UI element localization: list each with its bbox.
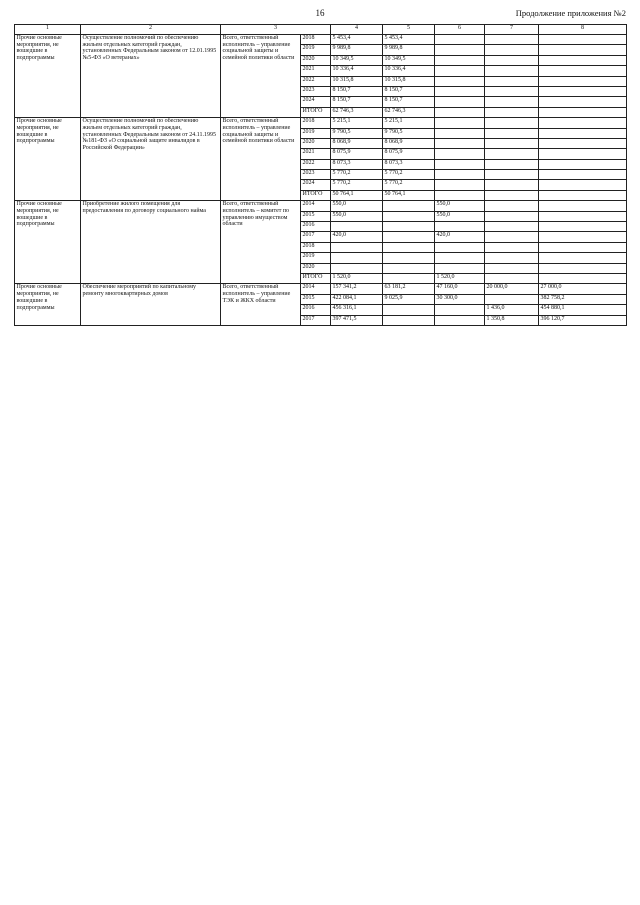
regional-budget-cell: 1 520,0 — [435, 273, 485, 283]
federal-budget-cell: 10 315,8 — [383, 76, 435, 86]
local-budget-cell: 20 000,0 — [485, 284, 539, 294]
federal-budget-cell: 10 349,5 — [383, 55, 435, 65]
other-sources-cell — [539, 159, 627, 169]
executor-cell: Всего, ответственный исполнитель – комитет по управлению имуществом области — [221, 201, 301, 284]
column-header: 6 — [435, 25, 485, 35]
other-sources-cell — [539, 138, 627, 148]
regional-budget-cell: 420,0 — [435, 232, 485, 242]
other-sources-cell — [539, 86, 627, 96]
regional-budget-cell — [435, 35, 485, 45]
total-value-cell: 62 746,3 — [331, 107, 383, 117]
local-budget-cell — [485, 222, 539, 232]
federal-budget-cell — [383, 222, 435, 232]
year-cell: 2017 — [301, 232, 331, 242]
year-cell: 2014 — [301, 201, 331, 211]
regional-budget-cell — [435, 128, 485, 138]
total-value-cell — [331, 242, 383, 252]
year-cell: 2019 — [301, 253, 331, 263]
regional-budget-cell — [435, 190, 485, 200]
other-sources-cell — [539, 35, 627, 45]
other-sources-cell: 454 880,1 — [539, 305, 627, 315]
year-cell: 2022 — [301, 159, 331, 169]
total-value-cell: 10 315,8 — [331, 76, 383, 86]
federal-budget-cell: 8 150,7 — [383, 86, 435, 96]
federal-budget-cell: 5 770,2 — [383, 170, 435, 180]
local-budget-cell — [485, 138, 539, 148]
year-cell: 2018 — [301, 118, 331, 128]
local-budget-cell — [485, 211, 539, 221]
column-header: 8 — [539, 25, 627, 35]
local-budget-cell — [485, 97, 539, 107]
program-table — [14, 24, 627, 326]
measure-category-cell: Прочие основные мероприятия, не вошедшие в подпрограммы — [15, 201, 81, 284]
total-value-cell: 8 075,9 — [331, 149, 383, 159]
regional-budget-cell — [435, 315, 485, 325]
measure-category-cell: Прочие основные мероприятия, не вошедшие в подпрограммы — [15, 118, 81, 201]
other-sources-cell — [539, 107, 627, 117]
federal-budget-cell: 8 068,9 — [383, 138, 435, 148]
local-budget-cell — [485, 76, 539, 86]
year-cell: 2020 — [301, 138, 331, 148]
year-cell: 2021 — [301, 66, 331, 76]
other-sources-cell — [539, 242, 627, 252]
local-budget-cell — [485, 45, 539, 55]
year-cell: 2024 — [301, 180, 331, 190]
measure-name-cell: Приобретение жилого помещения для предоставления по договору социального найма — [81, 201, 221, 284]
local-budget-cell — [485, 273, 539, 283]
year-cell: 2018 — [301, 242, 331, 252]
other-sources-cell: 396 120,7 — [539, 315, 627, 325]
regional-budget-cell — [435, 138, 485, 148]
executor-cell: Всего, ответственный исполнитель – управление социальной защиты и семейной политики области — [221, 118, 301, 201]
total-value-cell: 550,0 — [331, 201, 383, 211]
local-budget-cell — [485, 180, 539, 190]
other-sources-cell — [539, 190, 627, 200]
local-budget-cell — [485, 159, 539, 169]
total-value-cell: 456 316,1 — [331, 305, 383, 315]
federal-budget-cell — [383, 315, 435, 325]
federal-budget-cell — [383, 273, 435, 283]
total-value-cell — [331, 253, 383, 263]
local-budget-cell — [485, 253, 539, 263]
regional-budget-cell — [435, 242, 485, 252]
total-value-cell: 50 764,1 — [331, 190, 383, 200]
federal-budget-cell — [383, 232, 435, 242]
column-header: 7 — [485, 25, 539, 35]
table-row — [15, 118, 627, 128]
total-value-cell: 8 068,9 — [331, 138, 383, 148]
regional-budget-cell — [435, 305, 485, 315]
table-row — [15, 284, 627, 294]
total-value-cell: 1 520,0 — [331, 273, 383, 283]
regional-budget-cell — [435, 97, 485, 107]
local-budget-cell — [485, 66, 539, 76]
other-sources-cell — [539, 149, 627, 159]
regional-budget-cell: 47 160,0 — [435, 284, 485, 294]
year-cell: 2016 — [301, 222, 331, 232]
other-sources-cell — [539, 76, 627, 86]
local-budget-cell — [485, 35, 539, 45]
total-value-cell — [331, 222, 383, 232]
other-sources-cell — [539, 97, 627, 107]
continuation-label: Продолжение приложения №2 — [515, 8, 626, 18]
federal-budget-cell — [383, 201, 435, 211]
column-header: 2 — [81, 25, 221, 35]
table-row — [15, 201, 627, 211]
year-cell: ИТОГО — [301, 107, 331, 117]
year-cell: 2020 — [301, 263, 331, 273]
other-sources-cell — [539, 66, 627, 76]
other-sources-cell — [539, 211, 627, 221]
other-sources-cell — [539, 118, 627, 128]
column-header: 4 — [331, 25, 383, 35]
federal-budget-cell: 5 215,1 — [383, 118, 435, 128]
column-header: 1 — [15, 25, 81, 35]
local-budget-cell — [485, 86, 539, 96]
total-value-cell: 9 989,8 — [331, 45, 383, 55]
total-value-cell — [331, 263, 383, 273]
year-cell: 2018 — [301, 35, 331, 45]
federal-budget-cell: 10 336,4 — [383, 66, 435, 76]
total-value-cell: 10 349,5 — [331, 55, 383, 65]
year-cell: 2023 — [301, 170, 331, 180]
federal-budget-cell — [383, 211, 435, 221]
table-row — [15, 35, 627, 45]
other-sources-cell — [539, 232, 627, 242]
federal-budget-cell — [383, 242, 435, 252]
year-cell: 2019 — [301, 45, 331, 55]
other-sources-cell: 382 758,2 — [539, 294, 627, 304]
other-sources-cell — [539, 55, 627, 65]
regional-budget-cell: 550,0 — [435, 201, 485, 211]
local-budget-cell — [485, 149, 539, 159]
regional-budget-cell — [435, 263, 485, 273]
federal-budget-cell — [383, 253, 435, 263]
total-value-cell: 8 073,3 — [331, 159, 383, 169]
page-number: 16 — [315, 8, 325, 18]
total-value-cell: 9 790,5 — [331, 128, 383, 138]
federal-budget-cell: 5 770,2 — [383, 180, 435, 190]
federal-budget-cell: 8 075,9 — [383, 149, 435, 159]
regional-budget-cell: 550,0 — [435, 211, 485, 221]
year-cell: 2014 — [301, 284, 331, 294]
year-cell: 2016 — [301, 305, 331, 315]
executor-cell: Всего, ответственный исполнитель – управление ТЭК и ЖКХ области — [221, 284, 301, 326]
year-cell: 2024 — [301, 97, 331, 107]
column-header: 3 — [221, 25, 331, 35]
regional-budget-cell: 30 300,0 — [435, 294, 485, 304]
federal-budget-cell: 9 025,9 — [383, 294, 435, 304]
federal-budget-cell — [383, 263, 435, 273]
year-cell: 2015 — [301, 211, 331, 221]
year-cell: 2019 — [301, 128, 331, 138]
federal-budget-cell: 9 790,5 — [383, 128, 435, 138]
total-value-cell: 550,0 — [331, 211, 383, 221]
year-cell: ИТОГО — [301, 190, 331, 200]
year-cell: 2022 — [301, 76, 331, 86]
other-sources-cell — [539, 128, 627, 138]
other-sources-cell — [539, 222, 627, 232]
local-budget-cell — [485, 190, 539, 200]
table-body — [15, 35, 627, 326]
regional-budget-cell — [435, 107, 485, 117]
local-budget-cell: 1 436,0 — [485, 305, 539, 315]
measure-category-cell: Прочие основные мероприятия, не вошедшие в подпрограммы — [15, 284, 81, 326]
regional-budget-cell — [435, 253, 485, 263]
regional-budget-cell — [435, 86, 485, 96]
year-cell: ИТОГО — [301, 273, 331, 283]
total-value-cell: 420,0 — [331, 232, 383, 242]
column-header: 5 — [383, 25, 435, 35]
regional-budget-cell — [435, 180, 485, 190]
other-sources-cell — [539, 201, 627, 211]
regional-budget-cell — [435, 159, 485, 169]
local-budget-cell — [485, 201, 539, 211]
local-budget-cell — [485, 294, 539, 304]
federal-budget-cell — [383, 305, 435, 315]
executor-cell: Всего, ответственный исполнитель – управление социальной защиты и семейной политики области — [221, 35, 301, 118]
measure-name-cell: Обеспечение мероприятий по капитальному ремонту многоквартирных домов — [81, 284, 221, 326]
year-cell: 2015 — [301, 294, 331, 304]
other-sources-cell — [539, 170, 627, 180]
federal-budget-cell: 50 764,1 — [383, 190, 435, 200]
total-value-cell: 8 150,7 — [331, 86, 383, 96]
year-cell: 2021 — [301, 149, 331, 159]
regional-budget-cell — [435, 45, 485, 55]
total-value-cell: 5 453,4 — [331, 35, 383, 45]
regional-budget-cell — [435, 66, 485, 76]
federal-budget-cell: 8 150,7 — [383, 97, 435, 107]
total-value-cell: 397 471,5 — [331, 315, 383, 325]
local-budget-cell — [485, 242, 539, 252]
local-budget-cell — [485, 170, 539, 180]
regional-budget-cell — [435, 149, 485, 159]
federal-budget-cell: 5 453,4 — [383, 35, 435, 45]
local-budget-cell — [485, 232, 539, 242]
other-sources-cell — [539, 263, 627, 273]
column-number-row — [15, 25, 627, 35]
total-value-cell: 10 336,4 — [331, 66, 383, 76]
federal-budget-cell: 9 989,8 — [383, 45, 435, 55]
local-budget-cell — [485, 107, 539, 117]
other-sources-cell: 27 000,0 — [539, 284, 627, 294]
year-cell: 2023 — [301, 86, 331, 96]
total-value-cell: 5 770,2 — [331, 170, 383, 180]
measure-category-cell: Прочие основные мероприятия, не вошедшие в подпрограммы — [15, 35, 81, 118]
other-sources-cell — [539, 180, 627, 190]
other-sources-cell — [539, 45, 627, 55]
other-sources-cell — [539, 273, 627, 283]
federal-budget-cell: 8 073,3 — [383, 159, 435, 169]
measure-name-cell: Осуществление полномочий по обеспечению жильем отдельных категорий граждан, установленных Федеральным законом от 12.01.1995 №5-ФЗ «О ветеранах» — [81, 35, 221, 118]
local-budget-cell — [485, 263, 539, 273]
total-value-cell: 422 084,1 — [331, 294, 383, 304]
local-budget-cell: 1 350,8 — [485, 315, 539, 325]
regional-budget-cell — [435, 55, 485, 65]
regional-budget-cell — [435, 118, 485, 128]
other-sources-cell — [539, 253, 627, 263]
regional-budget-cell — [435, 76, 485, 86]
local-budget-cell — [485, 55, 539, 65]
local-budget-cell — [485, 118, 539, 128]
regional-budget-cell — [435, 222, 485, 232]
total-value-cell: 5 215,1 — [331, 118, 383, 128]
regional-budget-cell — [435, 170, 485, 180]
year-cell: 2020 — [301, 55, 331, 65]
total-value-cell: 5 770,2 — [331, 180, 383, 190]
federal-budget-cell: 63 181,2 — [383, 284, 435, 294]
total-value-cell: 8 150,7 — [331, 97, 383, 107]
year-cell: 2017 — [301, 315, 331, 325]
measure-name-cell: Осуществление полномочий по обеспечению жильем отдельных категорий граждан, установленных Федеральным законом от 24.11.1995 №181-ФЗ «О социальной защите инвалидов в Российской Федерации» — [81, 118, 221, 201]
federal-budget-cell: 62 746,3 — [383, 107, 435, 117]
local-budget-cell — [485, 128, 539, 138]
total-value-cell: 157 341,2 — [331, 284, 383, 294]
